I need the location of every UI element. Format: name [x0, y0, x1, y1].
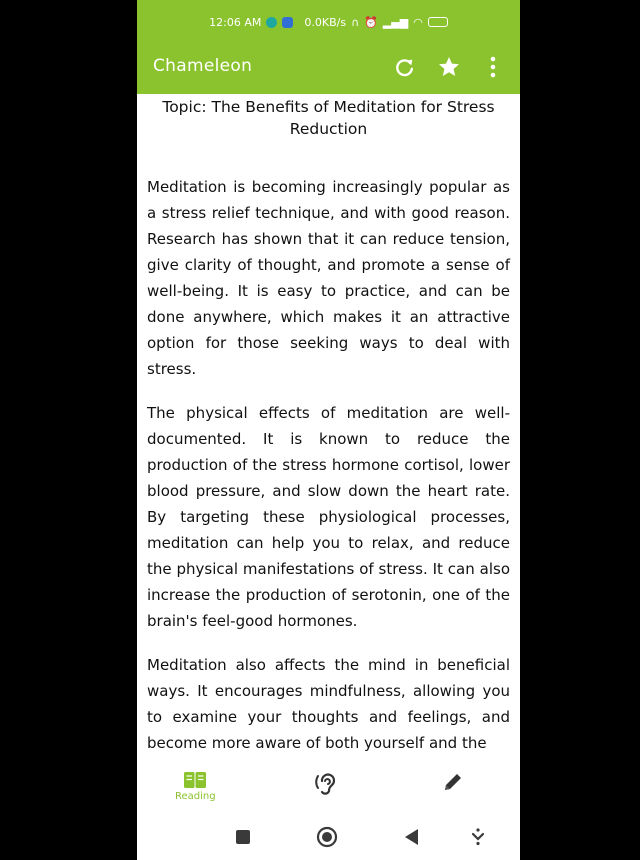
home-circle-icon	[316, 826, 338, 848]
wifi-icon: ◠	[413, 15, 423, 29]
recents-button[interactable]	[232, 826, 254, 848]
app-title: Chameleon	[153, 56, 253, 76]
system-nav-bar	[137, 816, 520, 860]
status-time: 12:06 AM	[209, 15, 262, 29]
pencil-icon	[442, 771, 464, 793]
network-speed: 0.0KB/s	[304, 15, 347, 29]
back-button[interactable]	[401, 826, 423, 848]
signal-icon: ▂▄▆	[382, 15, 409, 29]
nav-writing[interactable]	[442, 771, 464, 793]
star-icon	[437, 55, 461, 79]
chevron-down-icon	[471, 828, 485, 846]
article-paragraph: The physical effects of meditation are well-documented. It is known to reduce the production of the stress hormone cortisol, lower blood pressure, and slow down the heart rate. By targeting these physiological processes, meditation can help you to relax, and reduce the physical manifestations of stress. It can also increase the production of serotonin, one of the brain's feel-good hormones.	[147, 404, 510, 630]
nav-reading[interactable]	[175, 771, 216, 802]
app-bar	[137, 44, 520, 94]
shield-icon	[266, 17, 277, 28]
status-bar	[137, 0, 520, 44]
app-actions	[392, 54, 506, 80]
home-button[interactable]	[316, 826, 338, 848]
headphones-icon: ∩	[351, 15, 360, 29]
square-icon	[235, 829, 251, 845]
more-options-button[interactable]	[480, 54, 506, 80]
battery-icon	[428, 17, 448, 27]
back-triangle-icon	[404, 828, 420, 846]
article-content[interactable]	[137, 94, 520, 761]
phone-screen	[137, 0, 520, 860]
book-icon	[183, 771, 207, 789]
article-paragraph: Meditation also affects the mind in beneficial ways. It encourages mindfulness, allowing you to examine your thoughts and feelings, and become more aware of both yourself and the	[147, 656, 510, 752]
hearing-icon	[315, 771, 337, 797]
article-topic: Topic: The Benefits of Meditation for Stress Reduction	[162, 98, 495, 138]
nav-listening[interactable]	[315, 771, 337, 797]
favorite-button[interactable]	[436, 54, 462, 80]
alarm-icon: ⏰	[364, 15, 378, 29]
more-vert-icon	[489, 56, 497, 78]
square-icon	[282, 17, 293, 28]
nav-reading-label: Reading	[175, 791, 216, 802]
bottom-nav	[137, 761, 520, 816]
assist-button[interactable]	[467, 826, 489, 848]
refresh-icon	[394, 56, 416, 78]
article-paragraph: Meditation is becoming increasingly popular as a stress relief technique, and with good reason. Research has shown that it can reduce tension, give clarity of thought, and promote a sense of well-being. It is easy to practice, and can be done anywhere, which makes it an attractive option for those seeking ways to deal with stress.	[147, 178, 510, 378]
refresh-button[interactable]	[392, 54, 418, 80]
